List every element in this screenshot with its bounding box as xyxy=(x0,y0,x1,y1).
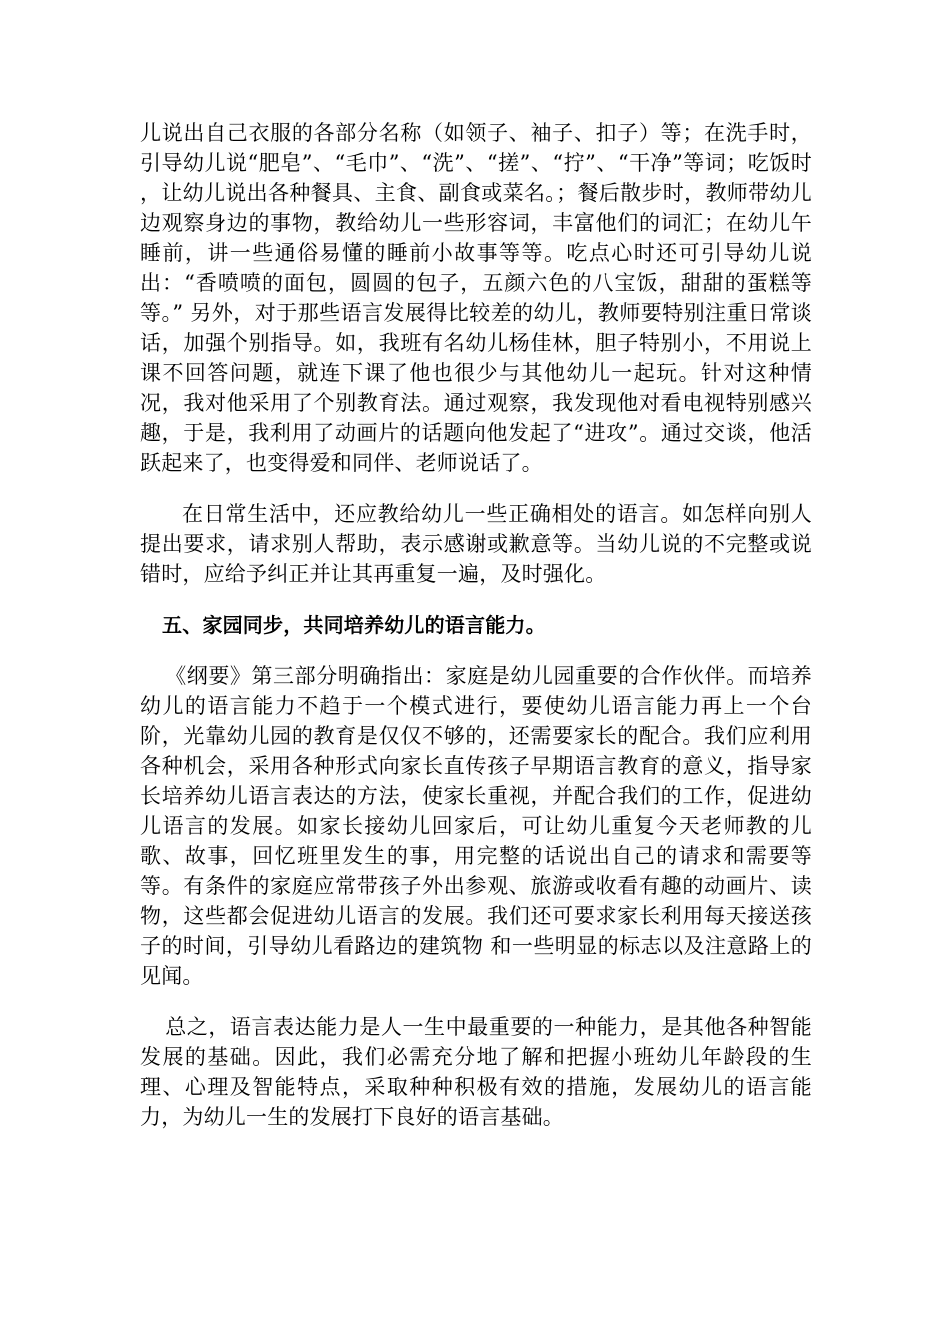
paragraph-polite-language: 在日常生活中，还应教给幼儿一些正确相处的语言。如怎样向别人提出要求，请求别人帮助，表示感谢或歉意等。当幼儿说的不完整或说错时，应给予纠正并让其再重复一遍，及时强化。 xyxy=(140,502,812,586)
section-heading-five: 五、家园同步，共同培养幼儿的语言能力。 xyxy=(162,613,546,637)
paragraph-conclusion: 总之，语言表达能力是人一生中最重要的一种能力，是其他各种智能发展的基础。因此，我们必需充分地了解和把握小班幼儿年龄段的生理、心理及智能特点，采取种种积极有效的措施，发展幼儿的语言能力，为幼儿一生的发展打下良好的语言基础。 xyxy=(140,1015,812,1129)
document-body xyxy=(140,118,812,1153)
paragraph-daily-conversation: 儿说出自己衣服的各部分名称（如领子、袖子、扣子）等；在洗手时，引导幼儿说“肥皂”、“毛巾”、“洗”、“搓”、“拧”、“干净”等词；吃饭时 ，让幼儿说出各种餐具、主食、副食或菜名。；餐后散步时，教师带幼儿边观察身边的事物，教给幼儿一些形容词，丰富他们的词汇；在幼儿午睡前，讲一些通俗易懂的睡前小故事等等。吃点心时还可引导幼儿说出：“香喷喷的面包，圆圆的包子，五颜六色的八宝饭，甜甜的蛋糕等等。” 另外，对于那些语言发展得比较差的幼儿，教师要特别注重日常谈话，加强个别指导。如，我班有名幼儿杨佳林，胆子特别小，不用说上课不回答问题，就连下课了他也很少与其他幼儿一起玩。针对这种情况，我对他采用了个别教育法。通过观察，我发现他对看电视特别感兴趣，于是，我利用了动画片的话题向他发起了“进攻”。通过交谈，他活跃起来了，也变得爱和同伴、老师说话了。 xyxy=(140,121,812,475)
paragraph-home-school-cooperation: 《纲要》第三部分明确指出：家庭是幼儿园重要的合作伙伴。而培养幼儿的语言能力不趋于一个模式进行，要使幼儿语言能力再上一个台阶，光靠幼儿园的教育是仅仅不够的，还需要家长的配合。我们应利用各种机会，采用各种形式向家长直传孩子早期语言教育的意义，指导家长培养幼儿语言表达的方法，使家长重视，并配合我们的工作，促进幼儿语言的发展。如家长接幼儿回家后，可让幼儿重复今天老师教的儿歌、故事，回忆班里发生的事，用完整的话说出自己的请求和需要等等。有条件的家庭应常带孩子外出参观、旅游或收看有趣的动画片、读物，这些都会促进幼儿语言的发展。我们还可要求家长利用每天接送孩子的时间，引导幼儿看路边的建筑物 和一些明显的标志以及注意路上的见闻。 xyxy=(140,664,812,988)
